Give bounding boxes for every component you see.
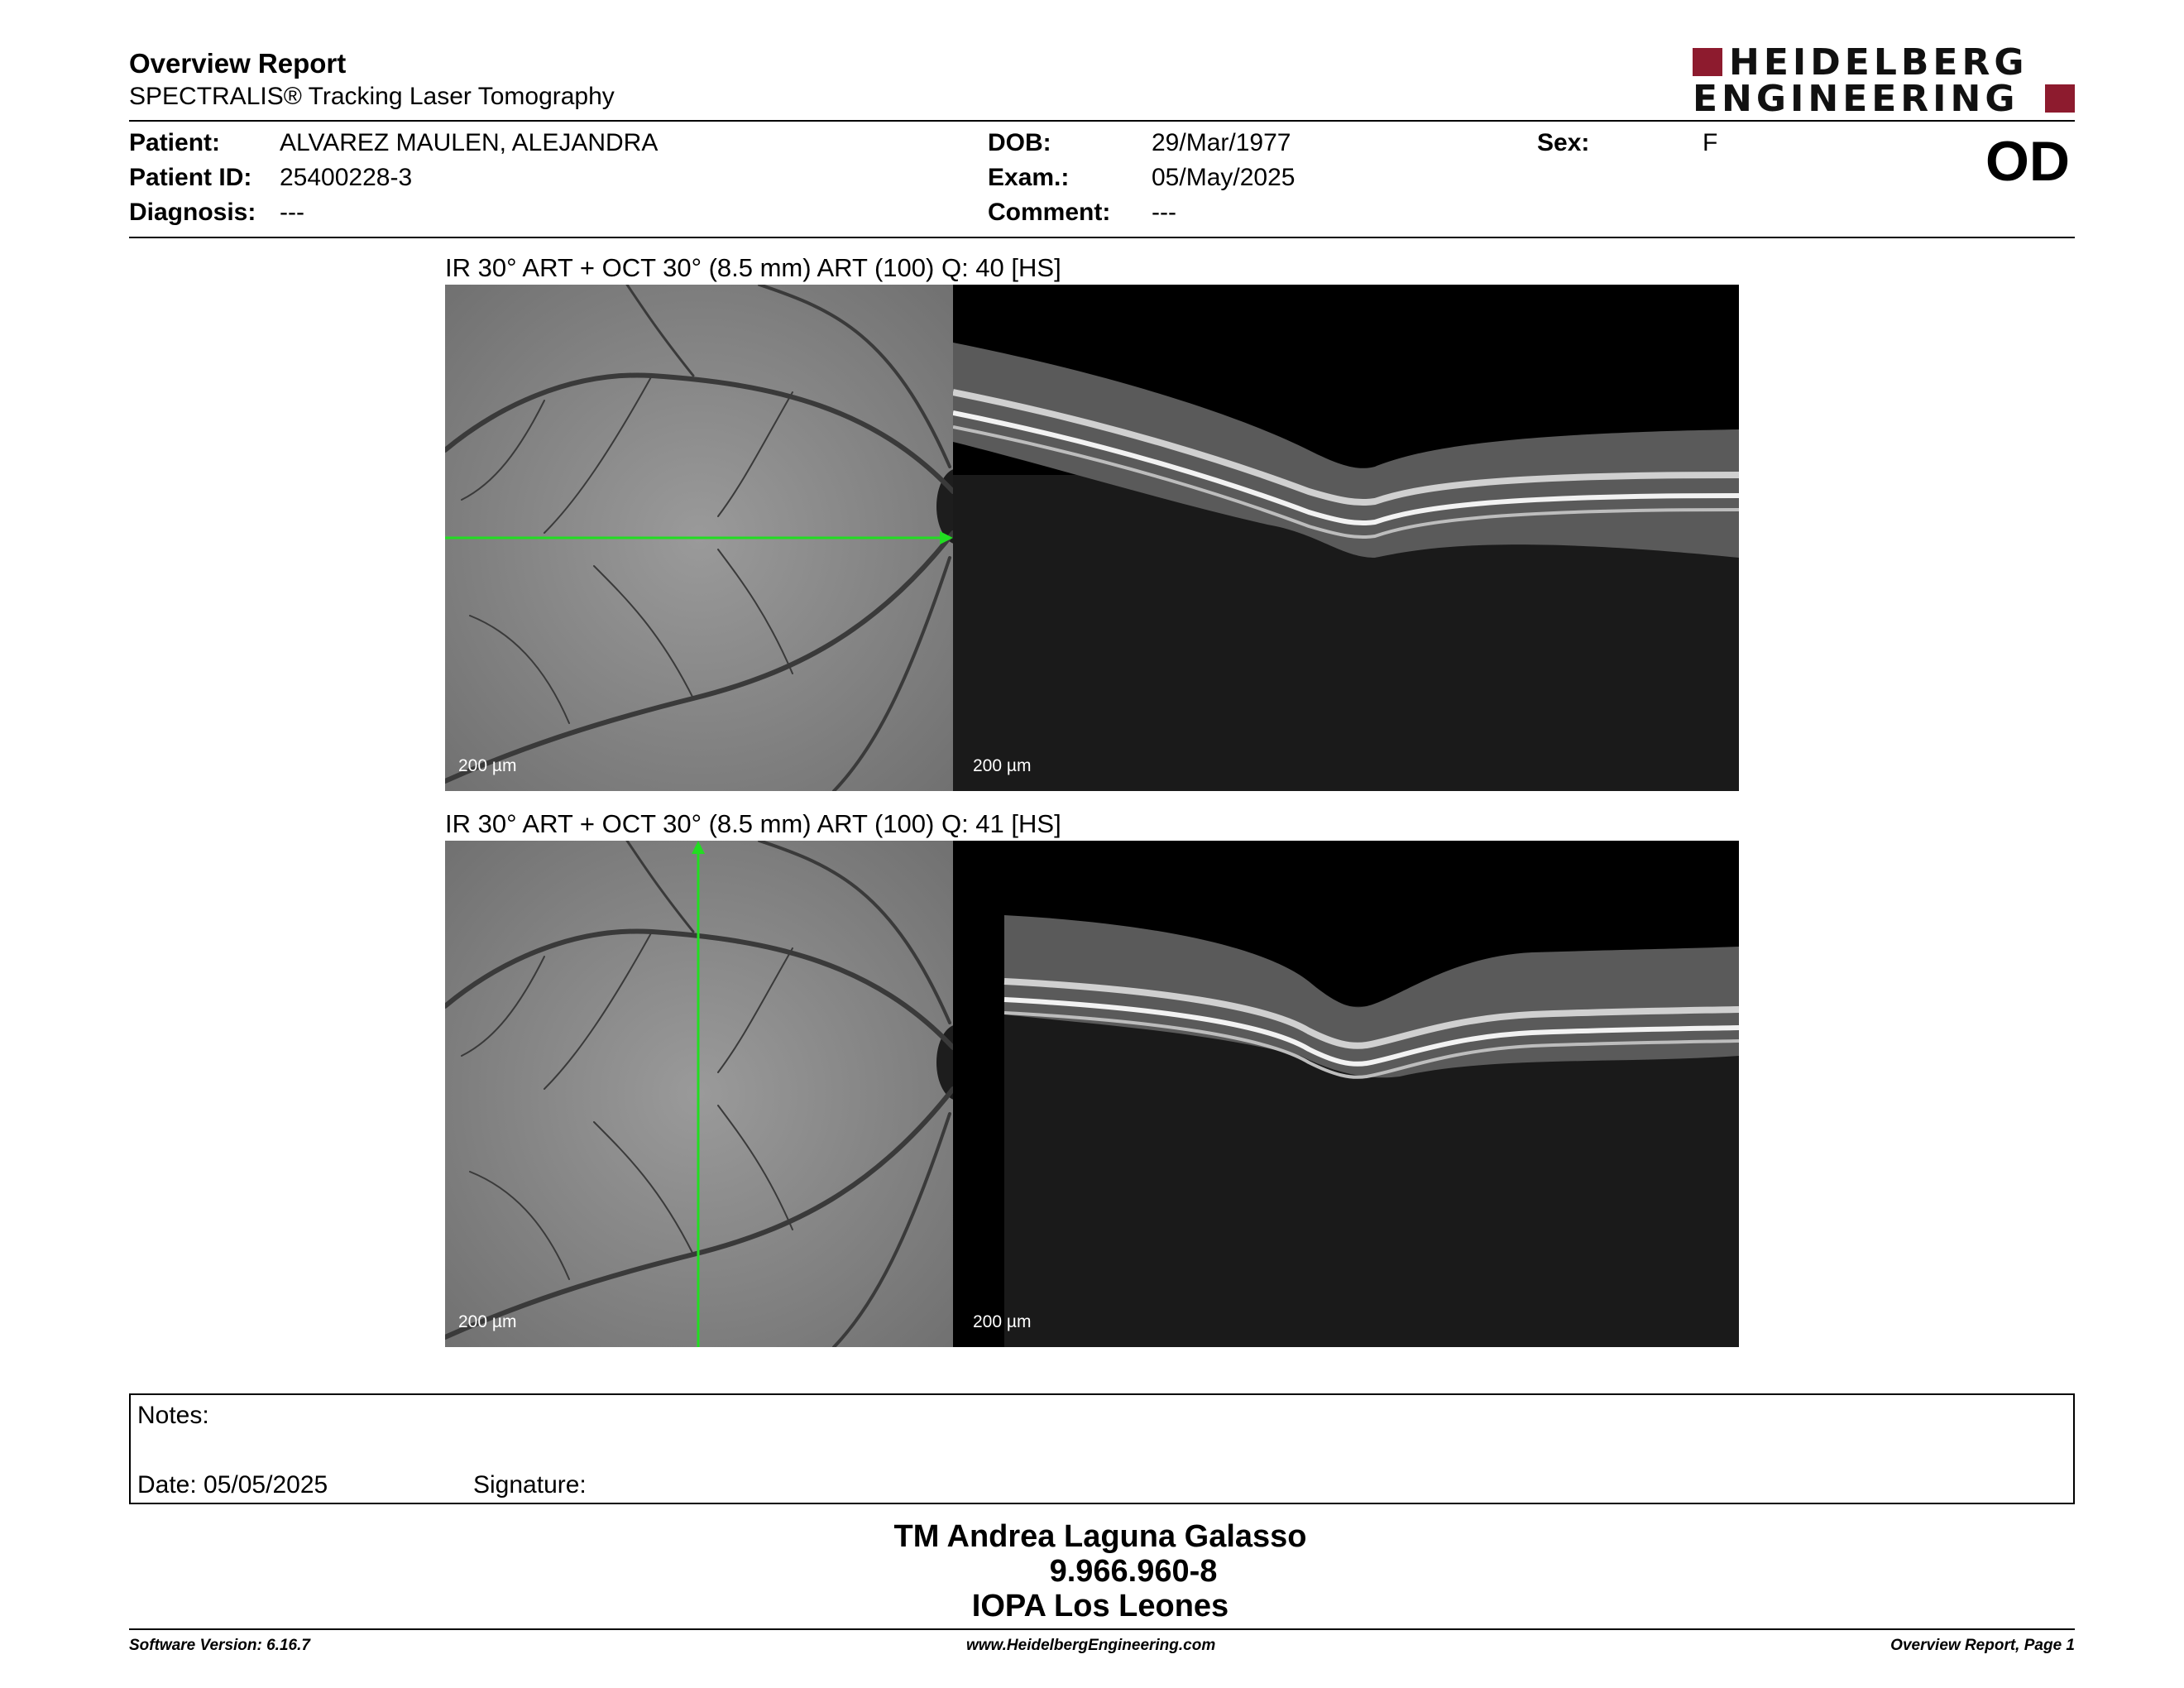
diagnosis-value: --- xyxy=(280,199,304,226)
patient-name: ALVAREZ MAULEN, ALEJANDRA xyxy=(280,129,659,156)
software-version: Software Version: 6.16.7 xyxy=(129,1637,310,1654)
footer-divider xyxy=(129,1628,2075,1630)
sex-label: Sex: xyxy=(1537,129,1590,156)
oct-bscan-1 xyxy=(953,285,1739,791)
report-subtitle: SPECTRALIS® Tracking Laser Tomography xyxy=(129,83,615,110)
dob-value: 29/Mar/1977 xyxy=(1152,129,1291,156)
signer-name: TM Andrea Laguna Galasso xyxy=(893,1519,1307,1554)
logo-line1: HEIDELBERG xyxy=(1729,41,2028,84)
page-number: Overview Report, Page 1 xyxy=(1890,1637,2075,1654)
comment-label: Comment: xyxy=(988,199,1111,226)
scan2-oct-image xyxy=(953,841,1739,1347)
patient-divider xyxy=(129,237,2075,238)
scan2-ir-scale: 200 µm xyxy=(458,1312,517,1331)
signer-institution: IOPA Los Leones xyxy=(971,1589,1229,1623)
dob-label: DOB: xyxy=(988,129,1051,156)
notes-label: Notes: xyxy=(137,1402,209,1429)
scan2-oct-scale: 200 µm xyxy=(973,1312,1032,1331)
report-title: Overview Report xyxy=(129,48,347,79)
logo-square-bottom xyxy=(2045,84,2075,113)
logo-line2: ENGINEERING xyxy=(1693,78,2019,120)
logo-square-top xyxy=(1693,48,1722,76)
sex-value: F xyxy=(1703,129,1718,156)
scan1-ir-image xyxy=(445,285,953,791)
scan2-title: IR 30° ART + OCT 30° (8.5 mm) ART (100) Q: 41 [HS] xyxy=(445,809,1061,838)
exam-label: Exam.: xyxy=(988,164,1070,191)
scan2-ir-image xyxy=(445,841,953,1347)
notes-box xyxy=(129,1393,2075,1504)
patient-id: 25400228-3 xyxy=(280,164,413,191)
scan1-title: IR 30° ART + OCT 30° (8.5 mm) ART (100) Q: 40 [HS] xyxy=(445,253,1061,282)
comment-value: --- xyxy=(1152,199,1176,226)
scan1-oct-scale: 200 µm xyxy=(973,756,1032,775)
scan1-oct-image xyxy=(953,285,1739,791)
scan1-ir-scale: 200 µm xyxy=(458,756,517,775)
patient-label: Patient: xyxy=(129,129,221,156)
eye-indicator: OD xyxy=(1985,130,2070,193)
diagnosis-label: Diagnosis: xyxy=(129,199,256,226)
heidelberg-logo xyxy=(1693,41,2075,120)
oct-bscan-2 xyxy=(953,841,1739,1347)
fundus-vessels-1 xyxy=(445,285,953,791)
signer-id: 9.966.960-8 xyxy=(1049,1554,1218,1589)
website-link[interactable]: www.HeidelbergEngineering.com xyxy=(966,1637,1216,1654)
signature-label: Signature: xyxy=(473,1471,587,1499)
notes-date: Date: 05/05/2025 xyxy=(137,1471,328,1499)
patient-id-label: Patient ID: xyxy=(129,164,252,191)
fundus-vessels-2 xyxy=(445,841,953,1347)
header-divider xyxy=(129,120,2075,122)
exam-value: 05/May/2025 xyxy=(1152,164,1296,191)
